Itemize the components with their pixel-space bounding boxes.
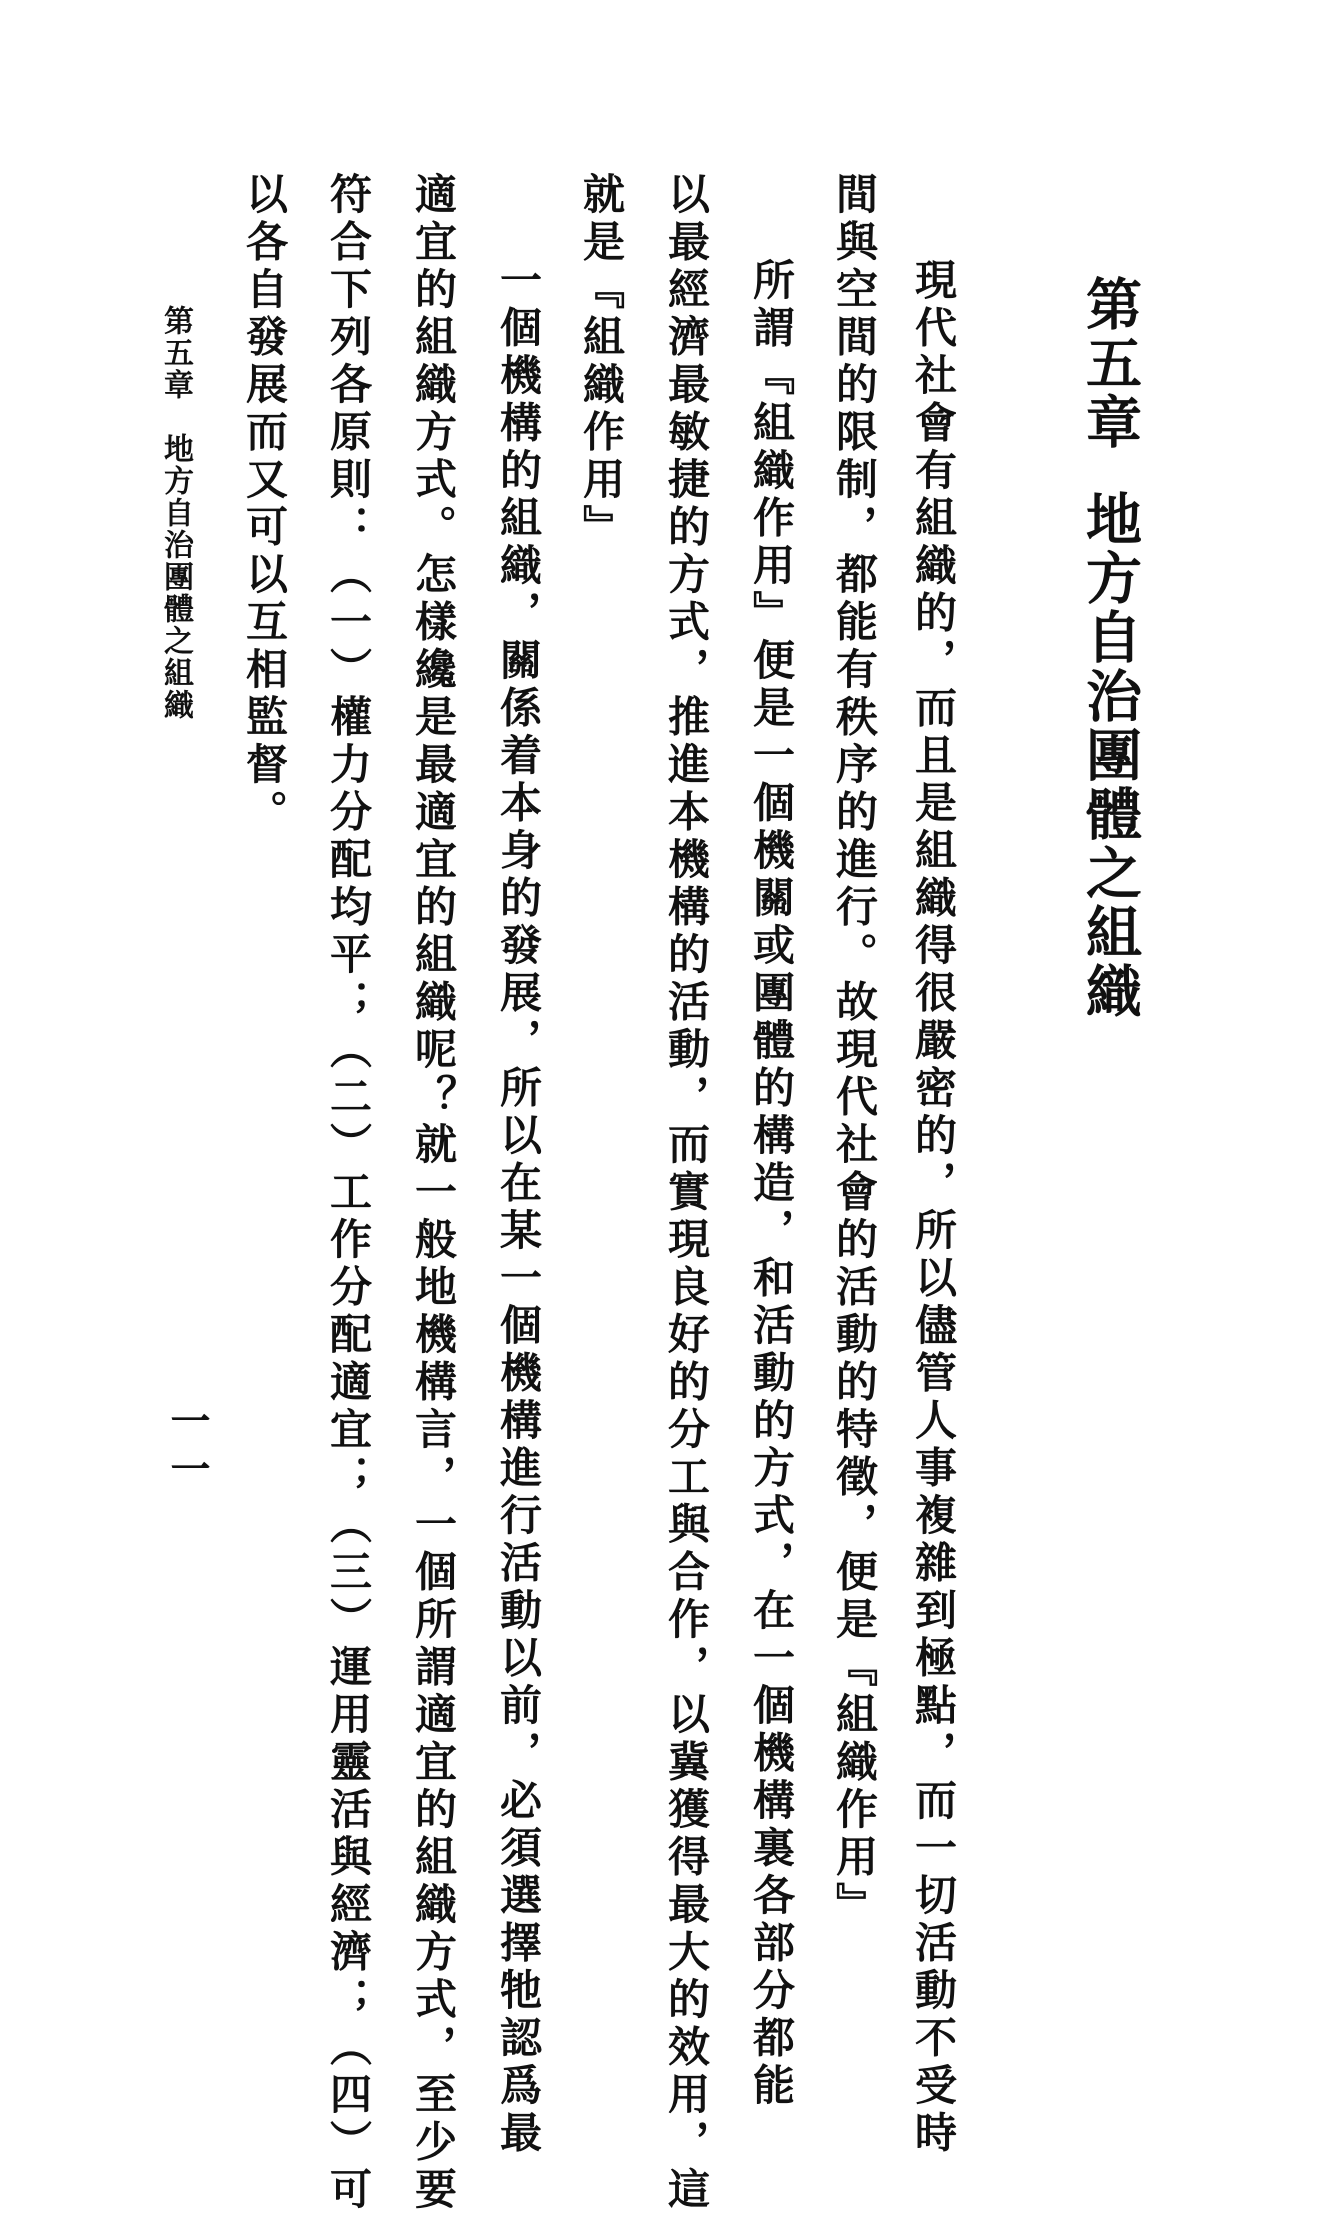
text-column-8: 符合下列各原則：（一）權力分配均平；（二）工作分配適宜；（三）運用靈活與經濟；（四）可 xyxy=(324,172,373,2215)
page-number: 一一 xyxy=(164,1400,211,1496)
running-head: 第五章 地方自治團體之組織 xyxy=(158,305,193,721)
text-column-6: 一個機構的組織，關係着本身的發展，所以在某一個機構進行活動以前，必須選擇牠認爲最 xyxy=(494,258,543,2158)
text-column-7: 適宜的組織方式。怎樣纔是最適宜的組織呢？就一般地機構言，一個所謂適宜的組織方式，至少要 xyxy=(409,172,458,2215)
chapter-title: 地方自治團體之組織 xyxy=(1077,490,1143,1021)
text-column-5: 就是『組織作用』 xyxy=(577,172,626,552)
text-column-9: 以各自發展而又可以互相監督。 xyxy=(240,172,289,837)
text-column-3: 所謂『組織作用』便是一個機關或團體的構造，和活動的方式，在一個機構裏各部分都能 xyxy=(747,258,796,2111)
chapter-number: 第五章 xyxy=(1077,275,1143,452)
text-column-4: 以最經濟最敏捷的方式，推進本機構的活動，而實現良好的分工與合作，以冀獲得最大的效用，這 xyxy=(662,172,711,2215)
text-column-1: 現代社會有組織的，而且是組織得很嚴密的，所以儘管人事複雜到極點，而一切活動不受時 xyxy=(909,258,958,2158)
text-column-2: 間與空間的限制，都能有秩序的進行。故現代社會的活動的特徵，便是『組織作用』 xyxy=(830,172,879,1930)
